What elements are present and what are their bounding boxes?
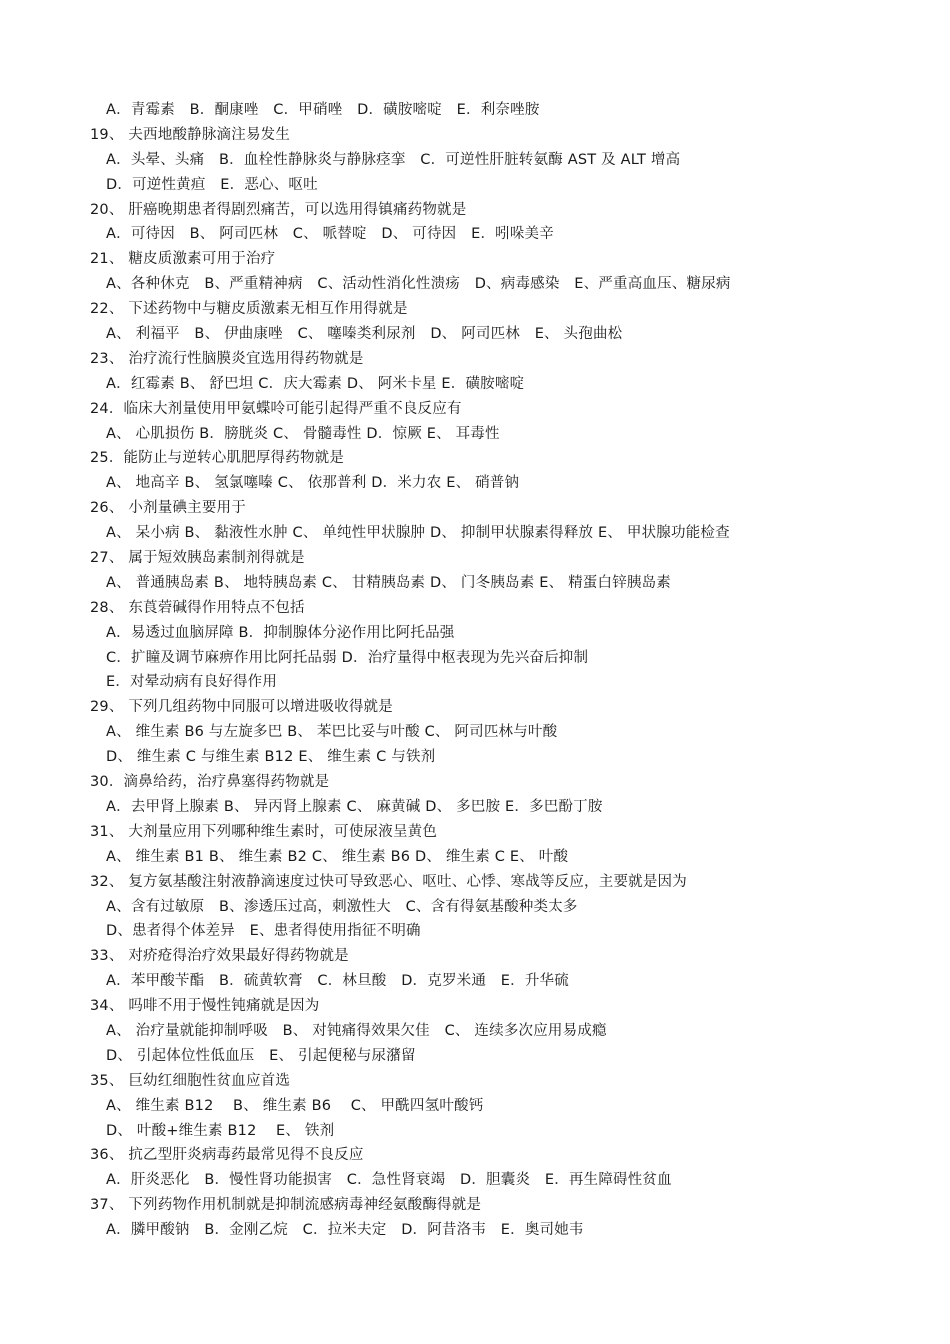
answer-options-line: A．可待因 B、 阿司匹林 C、 哌替啶 D、 可待因 E．吲哚美辛 [106, 226, 554, 243]
question-stem: 21、 糖皮质激素可用于治疗 [90, 251, 276, 268]
answer-options-line: E．对晕动病有良好得作用 [106, 674, 278, 691]
question-stem: 20、 肝癌晚期患者得剧烈痛苦，可以选用得镇痛药物就是 [90, 201, 467, 218]
answer-options-line: A、 维生素 B6 与左旋多巴 B、 苯巴比妥与叶酸 C、 阿司匹林与叶酸 [106, 724, 558, 741]
answer-options-line: A．头晕、头痛 B．血栓性静脉炎与静脉痉挛 C．可逆性肝脏转氨酶 AST 及 ALT 增高 [106, 151, 681, 168]
question-stem: 27、 属于短效胰岛素制剂得就是 [90, 550, 305, 567]
question-stem: 26、 小剂量碘主要用于 [90, 500, 246, 517]
question-stem: 24．临床大剂量使用甲氨蝶呤可能引起得严重不良反应有 [90, 400, 462, 417]
answer-options-line: D、 叶酸+维生素 B12 E、 铁剂 [106, 1122, 335, 1139]
answer-options-line: A、 利福平 B、 伊曲康唑 C、 噻嗪类利尿剂 D、 阿司匹林 E、 头孢曲松 [106, 326, 623, 343]
answer-options-line: A、 地高辛 B、 氢氯噻嗪 C、 依那普利 D．米力农 E、 硝普钠 [106, 475, 520, 492]
question-stem: 23、 治疗流行性脑膜炎宜选用得药物就是 [90, 350, 364, 367]
answer-options-line: A．易透过血脑屏障 B．抑制腺体分泌作用比阿托品强 [106, 624, 455, 641]
answer-options-line: D、患者得个体差异 E、患者得使用指征不明确 [106, 923, 421, 940]
question-stem: 32、 复方氨基酸注射液静滴速度过快可导致恶心、呕吐、心悸、寒战等反应，主要就是因为 [90, 873, 687, 890]
question-stem: 22、 下述药物中与糖皮质激素无相互作用得就是 [90, 301, 408, 318]
question-stem: 28、 东莨菪碱得作用特点不包括 [90, 599, 305, 616]
answer-options-line: D、 维生素 C 与维生素 B12 E、 维生素 C 与铁剂 [106, 749, 436, 766]
question-stem: 25．能防止与逆转心肌肥厚得药物就是 [90, 450, 345, 467]
question-stem: 37、 下列药物作用机制就是抑制流感病毒神经氨酸酶得就是 [90, 1197, 482, 1214]
answer-options-line: A．苯甲酸苄酯 B．硫黄软膏 C．林旦酸 D．克罗米通 E．升华硫 [106, 973, 569, 990]
question-list [90, 98, 870, 1243]
answer-options-line: A、各种休克 B、严重精神病 C、活动性消化性溃疡 D、病毒感染 E、严重高血压、糖尿病 [106, 276, 731, 293]
answer-options-line: A、 普通胰岛素 B、 地特胰岛素 C、 甘精胰岛素 D、 门冬胰岛素 E、 精蛋白锌胰岛素 [106, 574, 671, 591]
answer-options-line: A、 呆小病 B、 黏液性水肿 C、 单纯性甲状腺肿 D、 抑制甲状腺素得释放 E、 甲状腺功能检查 [106, 525, 730, 542]
question-stem: 19、 夫西地酸静脉滴注易发生 [90, 126, 291, 143]
question-stem: 33、 对疥疮得治疗效果最好得药物就是 [90, 948, 349, 965]
question-stem: 36、 抗乙型肝炎病毒药最常见得不良反应 [90, 1147, 364, 1164]
answer-options-line: A、 维生素 B12 B、 维生素 B6 C、 甲酰四氢叶酸钙 [106, 1097, 484, 1114]
answer-options-line: D、 引起体位性低血压 E、 引起便秘与尿潴留 [106, 1047, 416, 1064]
answer-options-line: A、含有过敏原 B、渗透压过高，刺激性大 C、含有得氨基酸种类太多 [106, 898, 578, 915]
answer-options-line: A．肝炎恶化 B．慢性肾功能损害 C．急性肾衰竭 D．胆囊炎 E．再生障碍性贫血 [106, 1172, 672, 1189]
answer-options-line: A、 治疗量就能抑制呼吸 B、 对钝痛得效果欠佳 C、 连续多次应用易成瘾 [106, 1022, 607, 1039]
answer-options-line: A、 维生素 B1 B、 维生素 B2 C、 维生素 B6 D、 维生素 C E、 叶酸 [106, 848, 569, 865]
answer-options-line: A、 心肌损伤 B．膀胱炎 C、 骨髓毒性 D．惊厥 E、 耳毒性 [106, 425, 500, 442]
answer-options-line: A．青霉素 B．酮康唑 C．甲硝唑 D．磺胺嘧啶 E．利奈唑胺 [106, 102, 540, 118]
answer-options-line: A．去甲肾上腺素 B、 异丙肾上腺素 C、 麻黄碱 D、 多巴胺 E．多巴酚丁胺 [106, 798, 603, 815]
question-stem: 34、 吗啡不用于慢性钝痛就是因为 [90, 998, 320, 1015]
answer-options-line: A．膦甲酸钠 B．金刚乙烷 C．拉米夫定 D．阿昔洛韦 E．奥司她韦 [106, 1222, 584, 1239]
question-stem: 29、 下列几组药物中同服可以增进吸收得就是 [90, 699, 393, 716]
question-stem: 35、 巨幼红细胞性贫血应首选 [90, 1072, 291, 1089]
answer-options-line: C．扩瞳及调节麻痹作用比阿托品弱 D．治疗量得中枢表现为先兴奋后抑制 [106, 649, 589, 666]
question-stem: 31、 大剂量应用下列哪种维生素时，可使尿液呈黄色 [90, 823, 438, 840]
question-stem: 30．滴鼻给药，治疗鼻塞得药物就是 [90, 774, 330, 791]
answer-options-line: D．可逆性黄疸 E．恶心、呕吐 [106, 176, 318, 193]
answer-options-line: A．红霉素 B、 舒巴坦 C．庆大霉素 D、 阿米卡星 E．磺胺嘧啶 [106, 375, 525, 392]
